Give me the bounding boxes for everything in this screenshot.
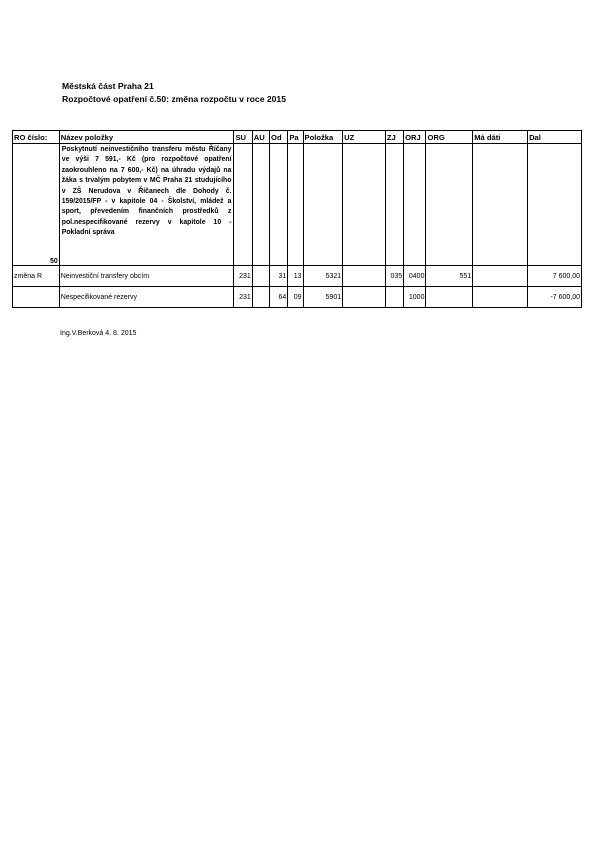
budget-measure-table — [12, 130, 582, 308]
col-header-au: AU — [252, 131, 269, 144]
cell-ma-dati — [473, 287, 528, 308]
table-header-row — [13, 131, 582, 144]
description-row — [13, 144, 582, 266]
ro-number: 50 — [13, 144, 60, 266]
cell-orj: 0400 — [404, 266, 426, 287]
cell-dal: -7 600,00 — [528, 287, 582, 308]
col-header-uz: UZ — [343, 131, 386, 144]
cell-ro: změna R — [13, 266, 60, 287]
col-header-ro-cislo: RO číslo: — [13, 131, 60, 144]
col-header-su: SU — [234, 131, 252, 144]
table-row — [13, 266, 582, 287]
cell-nazev: Neinvestiční transfery obcím — [59, 266, 234, 287]
cell-zj — [385, 287, 403, 308]
col-header-pa: Pa — [288, 131, 303, 144]
document-title: Rozpočtové opatření č.50: změna rozpočtu v roce 2015 — [62, 94, 286, 104]
col-header-orj: ORJ — [404, 131, 426, 144]
cell-dal: 7 600,00 — [528, 266, 582, 287]
col-header-ma-dati: Má dáti — [473, 131, 528, 144]
cell-zj: 035 — [385, 266, 403, 287]
col-header-nazev: Název položky — [59, 131, 234, 144]
cell-ma-dati — [473, 266, 528, 287]
cell-su: 231 — [234, 266, 252, 287]
cell-od: 64 — [270, 287, 288, 308]
cell-polozka: 5901 — [303, 287, 343, 308]
cell-uz — [343, 266, 386, 287]
cell-org — [426, 287, 473, 308]
measure-description: Poskytnutí neinvestičního transferu městu Říčany ve výši 7 591,- Kč (pro rozpočtové opatření zaokrouhleno na 7 600,- Kč) na úhradu výdajů na žáka s trvalým pobytem v MČ Praha 21 studujícího v ZŠ Nerudova v Říčanech dle Dohody č. 159/2015/FP - v kapitole 04 - Školství, mládež a sport, převedením finančních prostředků z pol.nespecifikované rezervy v kapitole 10 - Pokladní správa — [59, 144, 234, 266]
cell-polozka: 5321 — [303, 266, 343, 287]
table-row — [13, 287, 582, 308]
cell-orj: 1000 — [404, 287, 426, 308]
col-header-dal: Dal — [528, 131, 582, 144]
signature-date: Ing.V.Berková 4. 8. 2015 — [60, 330, 137, 337]
col-header-polozka: Položka — [303, 131, 343, 144]
cell-ro — [13, 287, 60, 308]
cell-pa: 13 — [288, 266, 303, 287]
municipality-title: Městská část Praha 21 — [62, 81, 154, 91]
cell-su: 231 — [234, 287, 252, 308]
cell-nazev: Nespecifikované rezervy — [59, 287, 234, 308]
col-header-od: Od — [270, 131, 288, 144]
cell-od: 31 — [270, 266, 288, 287]
cell-pa: 09 — [288, 287, 303, 308]
cell-uz — [343, 287, 386, 308]
cell-org: 551 — [426, 266, 473, 287]
col-header-org: ORG — [426, 131, 473, 144]
col-header-zj: ZJ — [385, 131, 403, 144]
cell-au — [252, 287, 269, 308]
cell-au — [252, 266, 269, 287]
